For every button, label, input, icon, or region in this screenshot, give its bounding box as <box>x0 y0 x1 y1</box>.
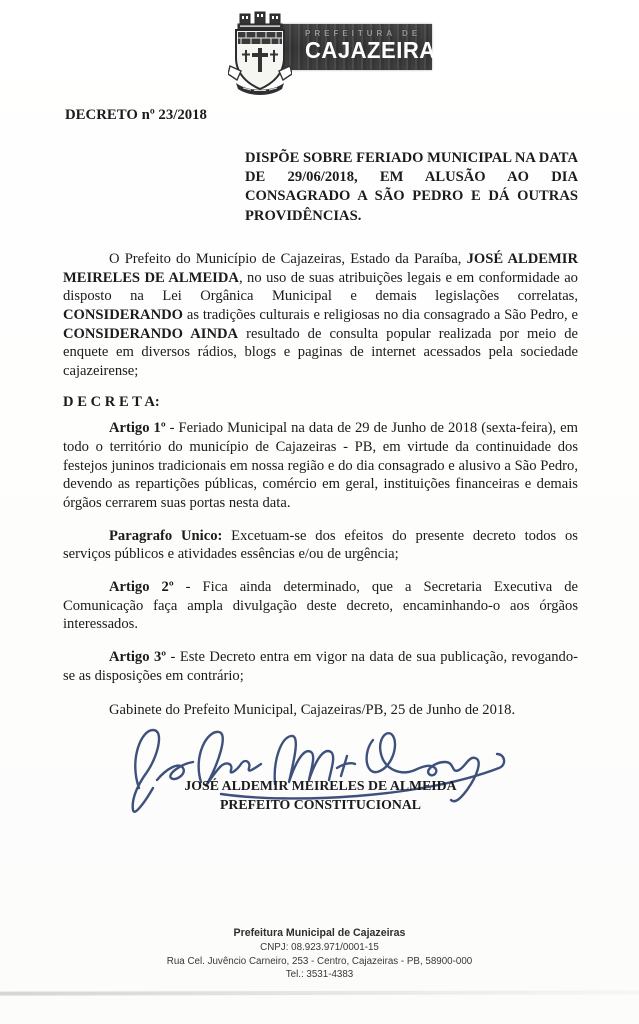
article-3: Artigo 3º - Este Decreto entra em vigor na data de sua publicação, revogando-se as disposições em contrário; <box>63 649 578 684</box>
preamble-paragraph: O Prefeito do Município de Cajazeiras, Estado da Paraíba, JOSÉ ALDEMIR MEIRELES DE ALMEIDA, no uso de suas atribuições legais e em conformidade ao disposto na Lei Orgânica Municipal e demais legislações correlatas, CONSIDERANDO as tradições culturais e religiosas no dia consagrado a São Pedro, e CONSIDERANDO AINDA resultado de consulta popular realizada por meio de enquete em diversos rádios, blogs e paginas de internet acessados pela sociedade cajazeirense; <box>63 250 579 379</box>
decree-number: DECRETO nº 23/2018 <box>65 107 207 123</box>
logo-banner-small-text: PREFEITURA DE <box>305 29 422 38</box>
logo-banner-big-text: CAJAZEIRAS <box>305 37 451 63</box>
decree-body <box>0 106 639 830</box>
letterhead-footer <box>0 926 639 982</box>
article-1: Artigo 1º - Feriado Municipal na data de 29 de Junho de 2018 (sexta-feira), em todo o território do município de Cajazeiras - PB, em virtude da continuidade dos festejos juninos tradicionais em nossa região e do dia consagrado e alusivo a São Pedro, devendo as repartições públicas, comércio em geral, instituições financeiras e demais órgãos cerrarem suas portas nesta data. <box>63 420 578 511</box>
footer-phone: Tel.: 3531-4383 <box>285 969 354 981</box>
signatory-name: JOSÉ ALDEMIR MEIRELES DE ALMEIDA <box>184 778 457 794</box>
coat-of-arms-icon <box>228 10 292 96</box>
article-2: Artigo 2º - Fica ainda determinado, que a Secretaria Executiva de Comunicação faça ampla divulgação deste decreto, encaminhando-o aos órgãos interessados. <box>63 579 578 633</box>
closing-line: Gabinete do Prefeito Municipal, Cajazeiras/PB, 25 de Junho de 2018. <box>109 702 516 719</box>
signatory-title: PREFEITO CONSTITUCIONAL <box>220 797 421 813</box>
scan-artifact-line <box>0 990 639 995</box>
decreta-heading: D E C R E T A: <box>63 393 160 410</box>
sole-paragraph: Paragrafo Unico: Excetuam-se dos efeitos do presente decreto todos os serviços públicos e atividades essências e/ou de urgência; <box>63 527 578 563</box>
footer-org-name: Prefeitura Municipal de Cajazeiras <box>233 927 406 939</box>
footer-cnpj: CNPJ: 08.923.971/0001-15 <box>260 941 379 953</box>
footer-address: Rua Cel. Juvêncio Carneiro, 253 - Centro, Cajazeiras - PB, 58900-000 <box>166 955 473 967</box>
signature-block <box>63 726 578 830</box>
city-logo <box>0 10 639 98</box>
decree-summary: DISPÕE SOBRE FERIADO MUNICIPAL NA DATA DE 29/06/2018, EM ALUSÃO AO DIA CONSAGRADO A SÃO PEDRO E DÁ OUTRAS PROVIDÊNCIAS. <box>245 149 578 224</box>
